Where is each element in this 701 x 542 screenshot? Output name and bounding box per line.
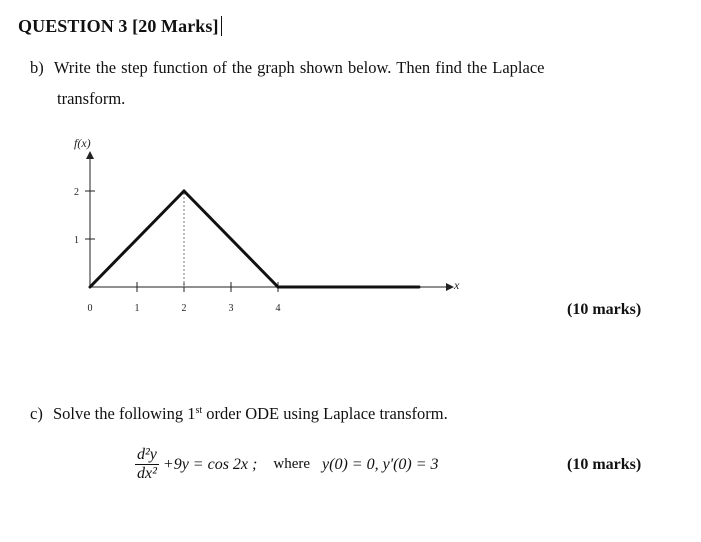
equation-where: where [273,456,311,472]
question-c-marks: (10 marks) [567,456,642,473]
question-c-label: c) [30,404,43,423]
x-tick-label-4: 4 [275,303,281,314]
x-axis-label: x [454,278,460,292]
fraction-numerator: d²y [137,446,157,463]
graph-segment-1 [90,191,184,287]
equation-rest: +9y = cos 2x ; [162,455,258,473]
y-tick-label-1: 1 [74,235,79,246]
x-tick-label-2: 2 [181,303,187,314]
derivative-fraction [135,446,159,483]
question-c-line [30,404,448,424]
x-tick-label-0: 0 [87,303,93,314]
y-axis-label: f(x) [74,136,91,150]
heading-text: QUESTION 3 [20 Marks] [18,16,219,36]
fraction-denominator: dx² [137,465,157,482]
question-c-text [53,404,448,423]
text-cursor [221,16,222,36]
ode-equation [135,446,439,496]
question-b-line1 [30,58,670,78]
question-c-text-start: Solve the following 1 [52,404,196,423]
question-b-text: Write the step function of the graph shown below. Then find the Laplace [53,58,545,77]
graph-segment-2 [184,191,278,287]
question-heading [18,16,222,37]
question-c-text-end: order ODE using Laplace transform. [202,404,448,423]
x-tick-label-3: 3 [228,303,234,314]
y-tick-label-2: 2 [74,187,79,198]
step-function-graph [50,125,490,325]
initial-conditions: y(0) = 0, y'(0) = 3 [322,455,439,473]
ordinal-suffix: st [195,405,203,416]
question-b-line2: transform. [57,89,126,108]
question-b-marks: (10 marks) [567,301,642,318]
x-tick-label-1: 1 [134,303,140,314]
question-b-label: b) [30,58,44,77]
